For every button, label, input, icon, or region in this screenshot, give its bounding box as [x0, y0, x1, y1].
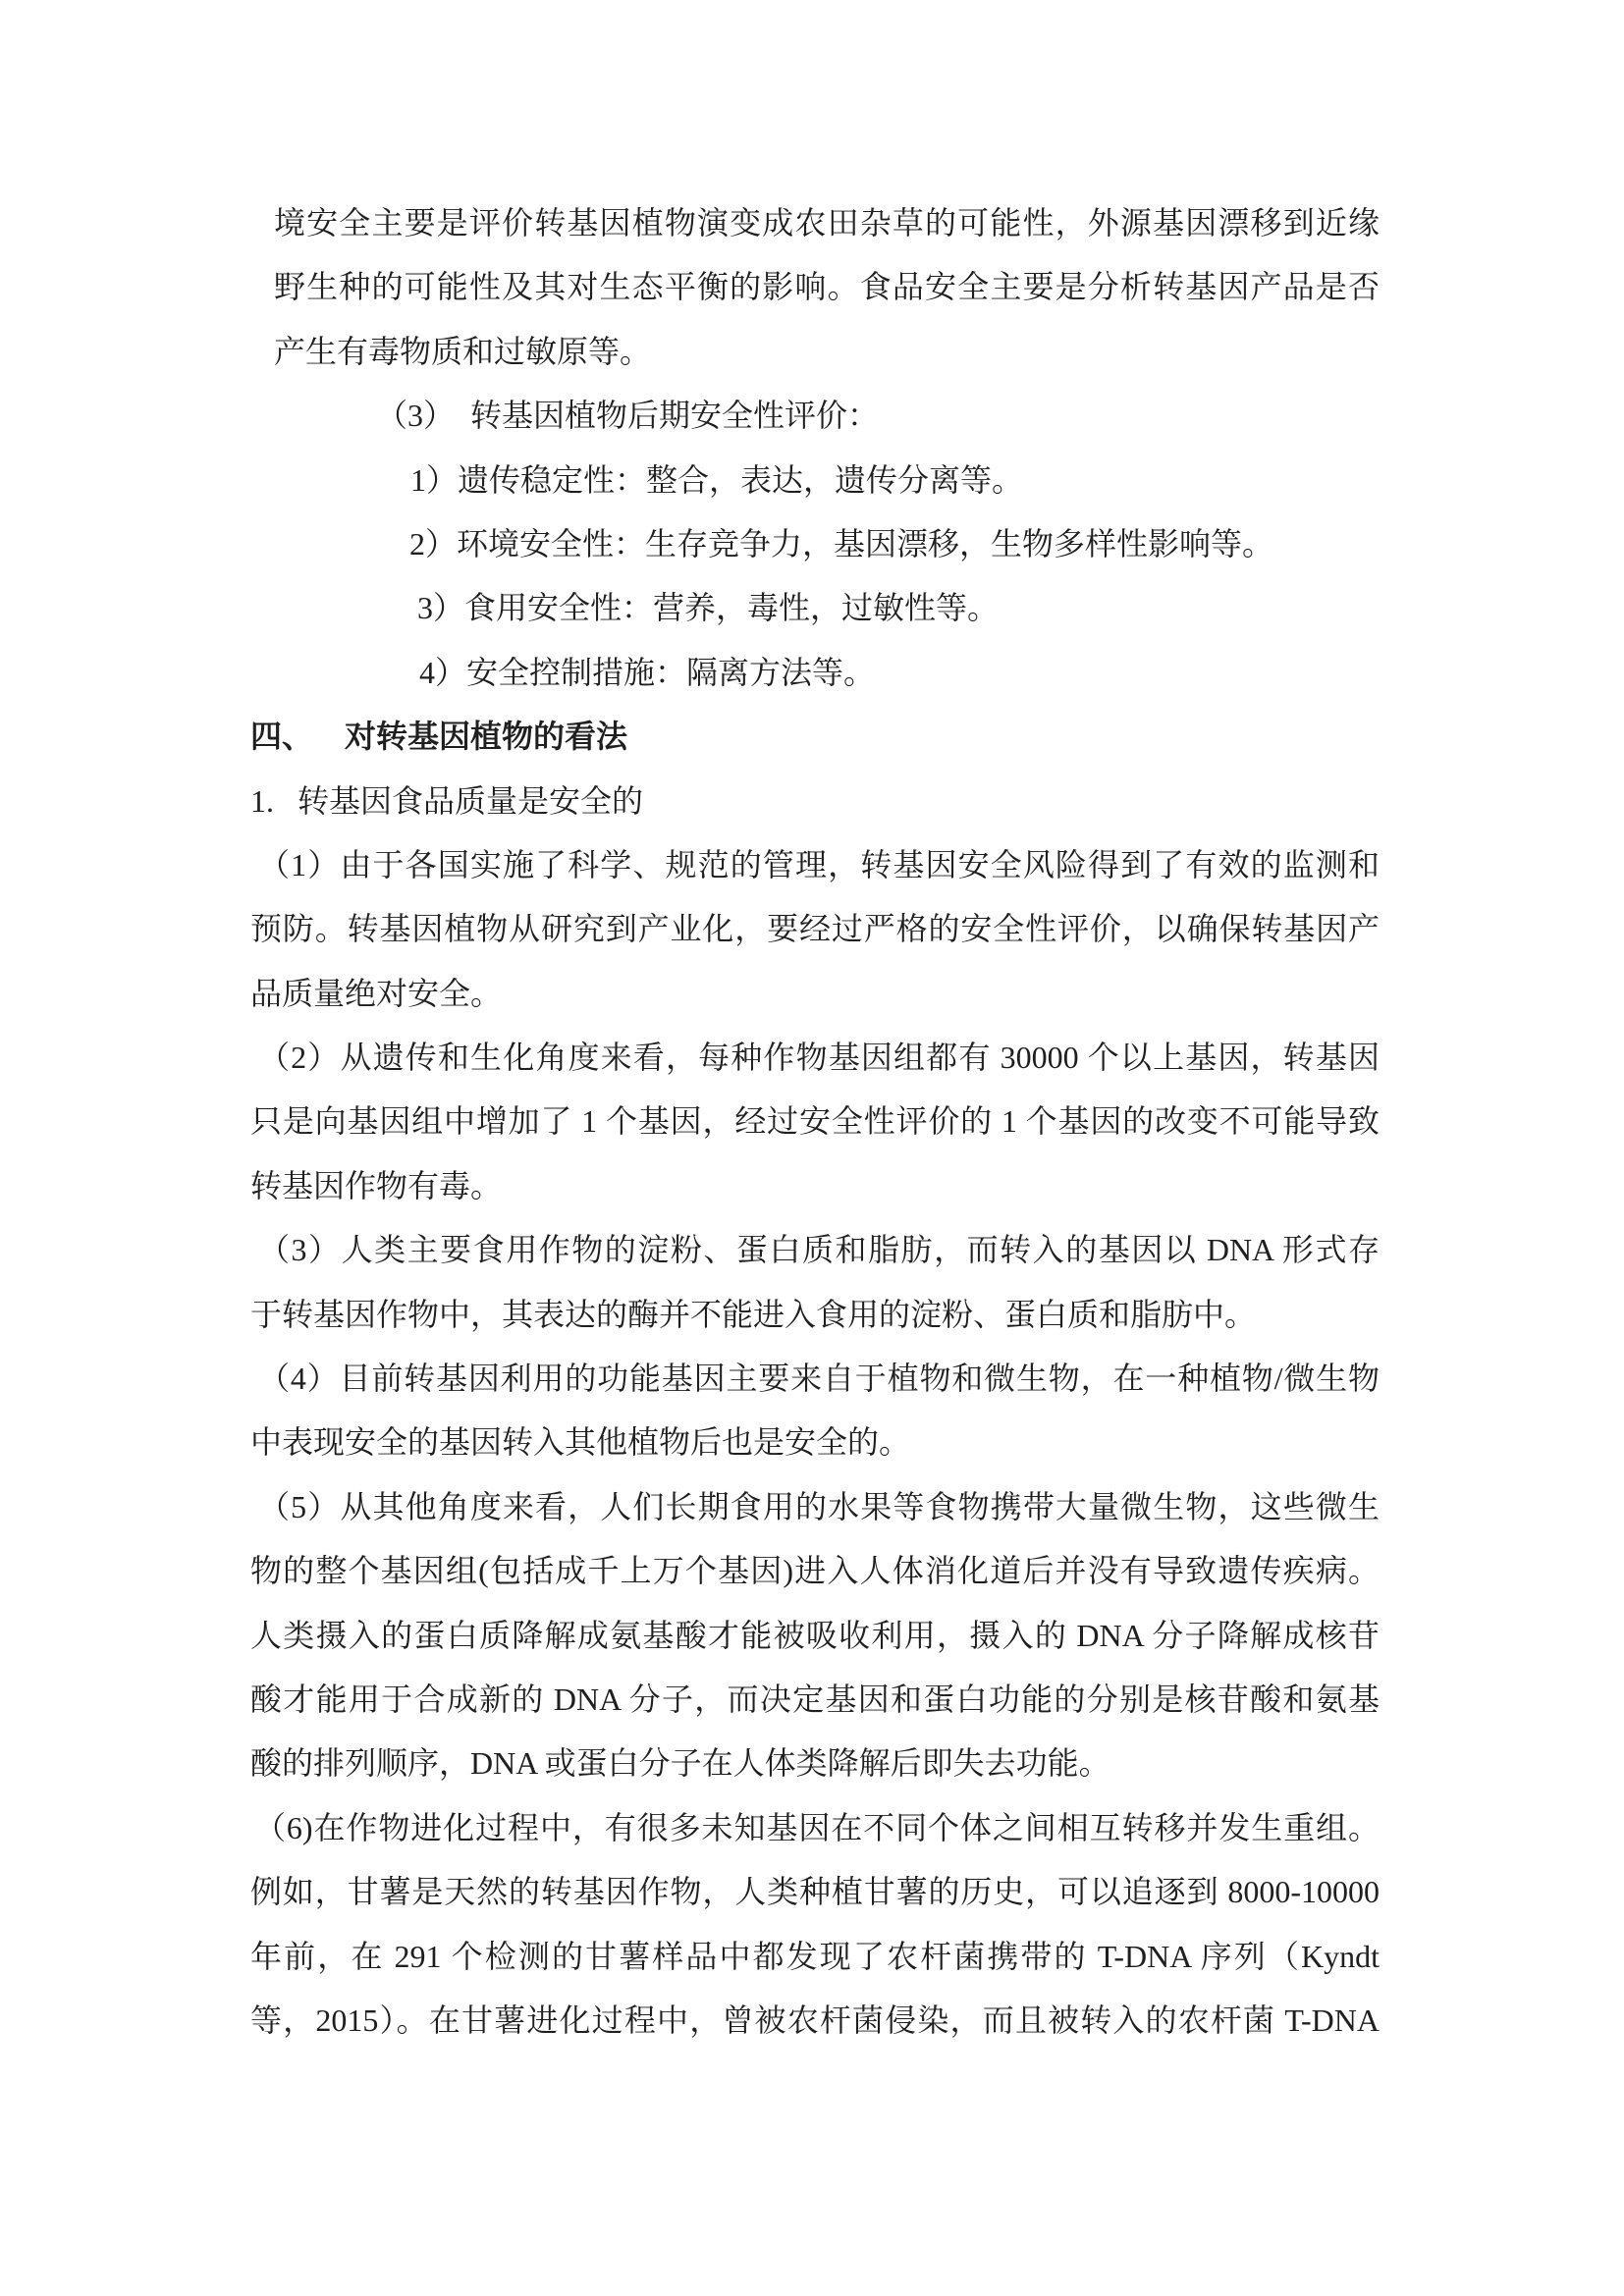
paragraph-line: 只是向基因组中增加了 1 个基因，经过安全性评价的 1 个基因的改变不可能导致 [250, 1103, 1380, 1140]
paragraph-line: 预防。转基因植物从研究到产业化，要经过严格的安全性评价，以确保转基因产 [250, 911, 1380, 947]
list-heading-line: （3） 转基因植物后期安全性评价： [376, 398, 880, 434]
paragraph-line: 酸的排列顺序，DNA 或蛋白分子在人体类降解后即失去功能。 [250, 1745, 1110, 1782]
paragraph-line: （1）由于各国实施了科学、规范的管理，转基因安全风险得到了有效的监测和 [258, 846, 1380, 882]
paragraph-line: 等，2015）。在甘薯进化过程中，曾被农杆菌侵染，而且被转入的农杆菌 T-DNA [250, 2002, 1380, 2038]
list-item-line: 4）安全控制措施：隔离方法等。 [419, 654, 876, 690]
paragraph-line: 酸才能用于合成新的 DNA 分子，而决定基因和蛋白功能的分别是核苷酸和氨基 [250, 1681, 1380, 1717]
document-body [250, 191, 1380, 2053]
paragraph-line: 产生有毒物质和过敏原等。 [274, 333, 652, 369]
paragraph-line: 例如，甘薯是天然的转基因作物，人类种植甘薯的历史，可以追逐到 8000-10000 [250, 1874, 1380, 1910]
list-item-line: 3）食用安全性：营养，毒性，过敏性等。 [417, 590, 1000, 626]
paragraph-line: 转基因作物有毒。 [250, 1167, 503, 1203]
paragraph-line: （4）目前转基因利用的功能基因主要来自于植物和微生物，在一种植物/微生物 [258, 1361, 1380, 1397]
paragraph-line: 品质量绝对安全。 [250, 975, 503, 1011]
paragraph-line: （3）人类主要食用作物的淀粉、蛋白质和脂肪，而转入的基因以 DNA 形式存 [258, 1232, 1380, 1268]
subsection-heading: 1. 转基因食品质量是安全的 [250, 782, 644, 819]
paragraph-line: 物的整个基因组(包括成千上万个基因)进入人体消化道后并没有导致遗传疾病。 [250, 1553, 1380, 1589]
list-item-line: 2）环境安全性：生存竞争力，基因漂移，生物多样性影响等。 [409, 525, 1274, 561]
paragraph-line: （6)在作物进化过程中，有很多未知基因在不同个体之间相互转移并发生重组。 [254, 1809, 1380, 1845]
paragraph-line: 于转基因作物中，其表达的酶并不能进入食用的淀粉、蛋白质和脂肪中。 [250, 1296, 1257, 1332]
paragraph-line: （5）从其他角度来看，人们长期食用的水果等食物携带大量微生物，这些微生 [258, 1488, 1380, 1524]
paragraph-line: 中表现安全的基因转入其他植物后也是安全的。 [250, 1424, 911, 1461]
paragraph-line: 人类摄入的蛋白质降解成氨基酸才能被吸收利用，摄入的 DNA 分子降解成核苷 [250, 1617, 1380, 1653]
paragraph-line: 境安全主要是评价转基因植物演变成农田杂草的可能性，外源基因漂移到近缘 [274, 205, 1380, 240]
section-heading: 四、 对转基因植物的看法 [250, 719, 628, 755]
list-item-line: 1）遗传稳定性：整合，表达，遗传分离等。 [410, 461, 1024, 498]
paragraph-line: 年前，在 291 个检测的甘薯样品中都发现了农杆菌携带的 T-DNA 序列（Kyndt [250, 1938, 1380, 1974]
paragraph-line: （2）从遗传和生化角度来看，每种作物基因组都有 30000 个以上基因，转基因 [258, 1040, 1380, 1076]
paragraph-line: 野生种的可能性及其对生态平衡的影响。食品安全主要是分析转基因产品是否 [274, 269, 1380, 305]
